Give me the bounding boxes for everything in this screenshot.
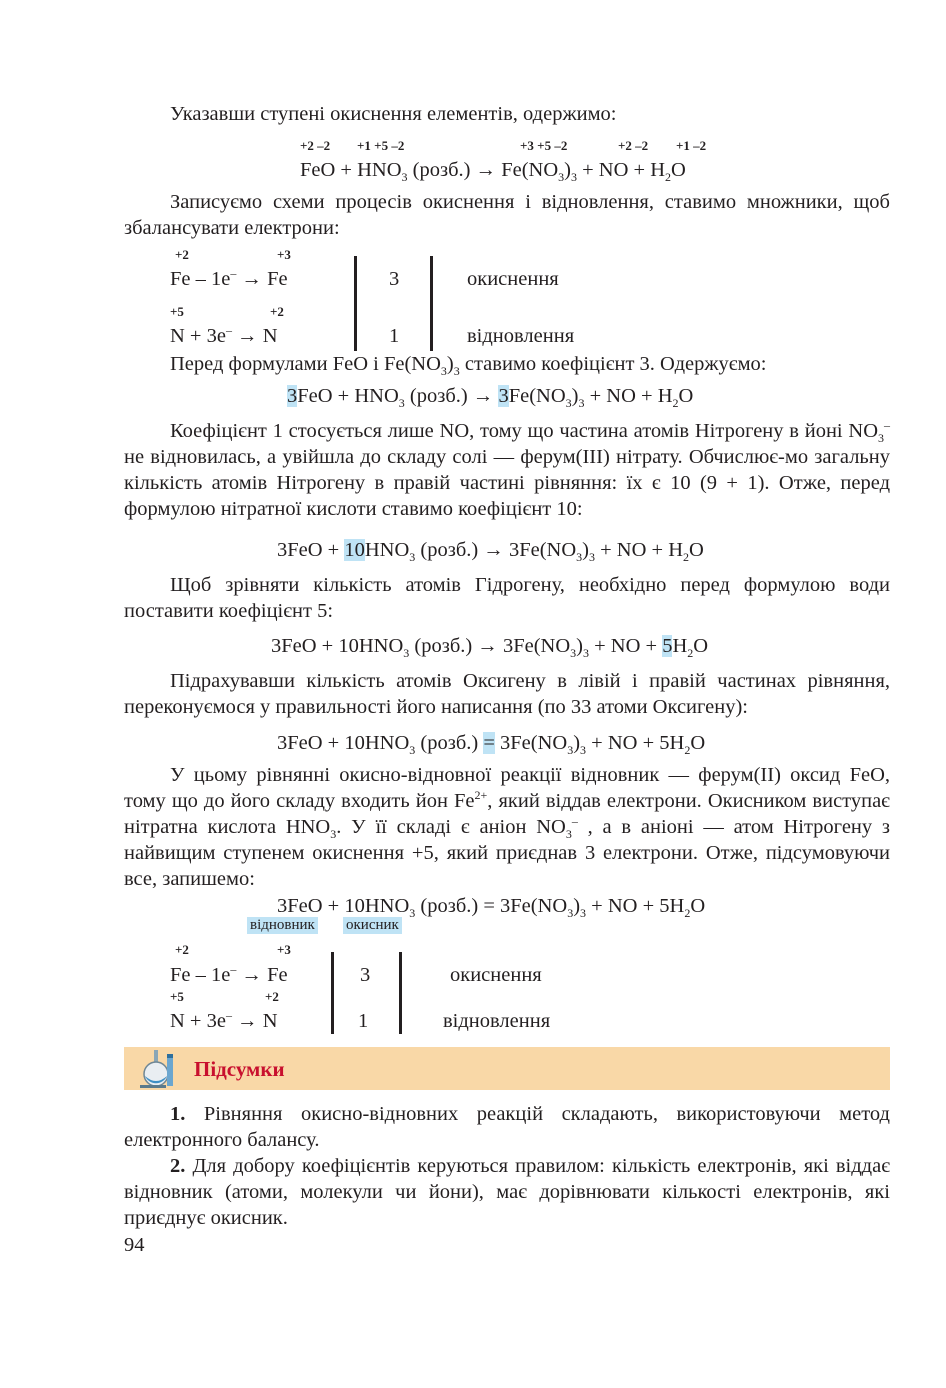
summary-header	[124, 1047, 890, 1090]
paragraph-redox-explanation: У цьому рівнянні окисно-відновної реакції відновник — ферум(II) оксид FeO, тому що до його складу входить йон $Fe^{2+}$, який віддав електрони. Окисником виступає нітратна кислота $HNO_3$. У її складі є аніон $NO_3^-$ , а в аніоні — атом Нітрогену з найвищим ступенем окиснення +5, який приєднав 3 електрони. Отже, підсумовуючи все, запишемо:	[124, 764, 891, 890]
summary-title: Підсумки	[194, 1057, 285, 1081]
scheme2-n-process: відновлення	[443, 1010, 551, 1032]
equals-highlight: =	[483, 732, 495, 754]
paragraph-coef-3: Перед формулами FeO і $Fe(NO_3)_3$ ставимо коефіцієнт 3. Одержуємо:	[170, 353, 767, 379]
ox-state-fe-right: +3	[277, 247, 291, 262]
label-reducer: відновник	[247, 917, 318, 934]
paragraph-balance: Записуємо схеми процесів окиснення і відновлення, ставимо множники, щоб збалансувати електрони:	[124, 191, 890, 239]
scheme1-divider-right	[430, 256, 433, 351]
equation-3: $3FeO + 10HNO_3$ (розб.) → $3Fe(NO_3)_3$ + NO + $H_2O$	[277, 539, 704, 565]
equation-1: FeO + $HNO_3$ (розб.) → $Fe(NO_3)_3$ + NO + $H_2O$	[300, 159, 686, 185]
coefficient-highlight: 3	[498, 385, 509, 407]
scheme2-fe-multiplier: 3	[360, 964, 371, 986]
ox-state-n-left: +5	[170, 989, 184, 1004]
equation-6: $3FeO + 10HNO_3$ (розб.) = $3Fe(NO_3)_3$ + NO + $5H_2O$	[277, 895, 706, 921]
equation-5: $3FeO + 10HNO_3$ (розб.) = $3Fe(NO_3)_3$ + NO + $5H_2O$	[277, 732, 706, 758]
ox-state-feo: +2 –2	[300, 138, 331, 153]
ox-state-hno3: +1 +5 –2	[357, 138, 405, 153]
flask-icon	[136, 1048, 176, 1090]
scheme2-divider-right	[399, 952, 402, 1034]
scheme2-n-half-reaction: N + 3e– → N	[170, 1008, 278, 1032]
ox-state-fe-left: +2	[175, 247, 189, 262]
ox-state-n-right: +2	[265, 989, 279, 1004]
ox-state-fe-left: +2	[175, 942, 189, 957]
scheme1-fe-half-reaction: Fe – 1e– → Fe	[170, 266, 288, 290]
paragraph-oxygen: Підрахувавши кількість атомів Оксигену в лівій і правій частинах рівняння, переконуємося у правильності його написання (по 33 атоми Оксигену):	[124, 670, 890, 718]
coefficient-highlight: 3	[287, 385, 298, 407]
scheme1-divider-left	[354, 256, 357, 351]
scheme1-n-multiplier: 1	[389, 325, 400, 347]
scheme2-fe-half-reaction: Fe – 1e– → Fe	[170, 962, 288, 986]
page-number: 94	[124, 1234, 145, 1256]
summary-item-1: 1. Рівняння окисно-відновних реакцій складають, використовуючи метод електронного балансу.	[124, 1103, 890, 1151]
scheme1-n-process: відновлення	[467, 325, 575, 347]
ox-state-fe-right: +3	[277, 942, 291, 957]
intro-text: Указавши ступені окиснення елементів, одержимо:	[170, 103, 617, 125]
scheme2-n-multiplier: 1	[358, 1010, 369, 1032]
scheme1-fe-multiplier: 3	[389, 268, 400, 290]
ox-state-no: +2 –2	[618, 138, 649, 153]
ox-state-h2o: +1 –2	[676, 138, 707, 153]
scheme1-n-half-reaction: N + 3e– → N	[170, 323, 278, 347]
equation-4: $3FeO + 10HNO_3$ (розб.) → $3Fe(NO_3)_3$ + NO + $5H_2O$	[271, 635, 709, 661]
coefficient-highlight: 5	[662, 635, 673, 657]
label-oxidizer: окисник	[343, 917, 402, 934]
equation-2: $3FeO + HNO_3$ (розб.) → $3Fe(NO_3)_3$ + NO + $H_2O$	[287, 385, 694, 411]
ox-state-n-right: +2	[270, 304, 284, 319]
scheme1-fe-process: окиснення	[467, 268, 559, 290]
ox-state-n-left: +5	[170, 304, 184, 319]
paragraph-coef-1: Коефіцієнт 1 стосується лише NO, тому що частина атомів Нітрогену в йоні $NO_3^-$ не відновилась, а увійшла до складу солі — ферум(III) нітрату. Обчислює-мо загальну кількість атомів Нітрогену в правій частині рівняння: їх є 10 (9 + 1). Отже, перед формулою нітратної кислоти ставимо коефіцієнт 10:	[124, 418, 890, 520]
scheme2-divider-left	[331, 952, 334, 1034]
paragraph-hydrogen: Щоб зрівняти кількість атомів Гідрогену, необхідно перед формулою води поставити коефіцієнт 5:	[124, 574, 890, 622]
coefficient-highlight: 10	[344, 539, 365, 561]
scheme2-fe-process: окиснення	[450, 964, 542, 986]
ox-state-fe-no3-3: +3 +5 –2	[520, 138, 568, 153]
summary-item-2: 2. Для добору коефіцієнтів керуються правилом: кількість електронів, які віддає відновник (атоми, молекули чи йони), має дорівнювати кількості електронів, які приєднує окисник.	[124, 1155, 890, 1229]
